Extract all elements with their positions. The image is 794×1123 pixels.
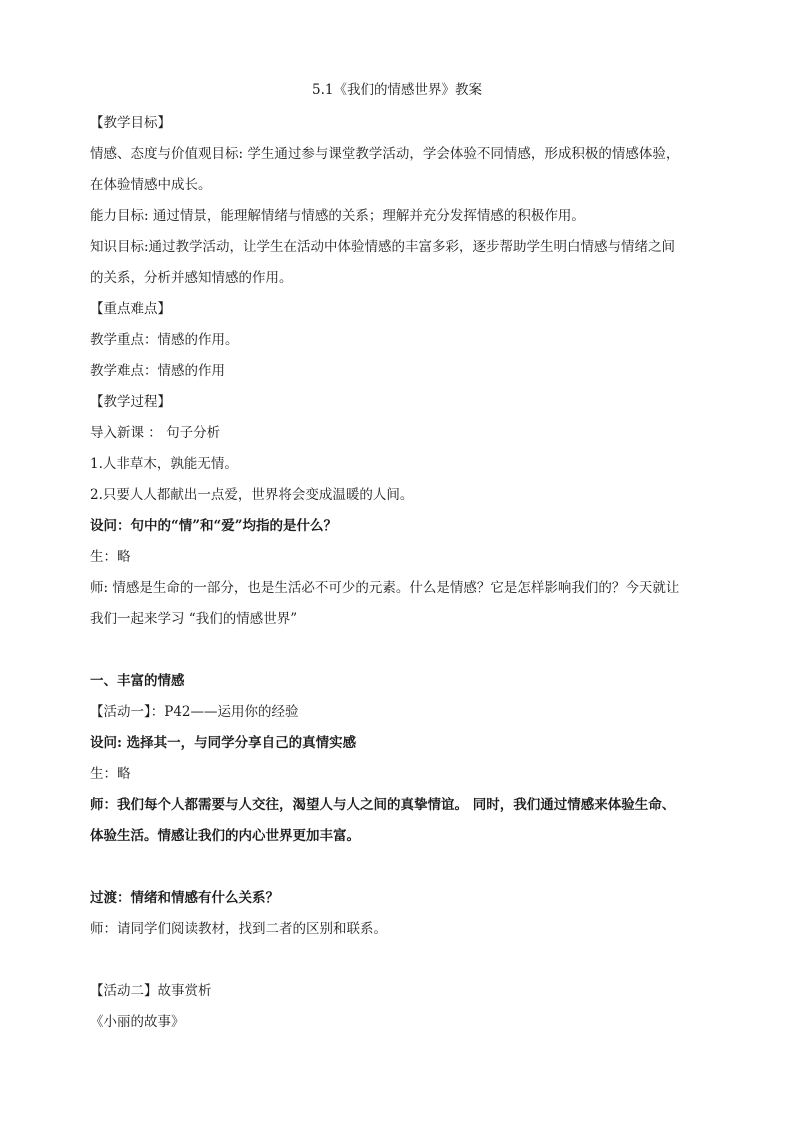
intro-line: 导入新课 ： 句子分析 (90, 425, 221, 441)
student-answer-2: 生：略 (90, 766, 131, 782)
teacher-remark-1b: 我们一起来学习 “我们的情感世界” (90, 611, 298, 627)
blank-line (90, 857, 710, 888)
document-title: 5.1《我们的情感世界》教案 (312, 82, 482, 98)
section-heading-key-points: 【重点难点】 (90, 301, 171, 317)
teaching-focus: 教学重点：情感的作用。 (90, 332, 239, 348)
emotion-goal-line-1: 情感、态度与价值观目标: 学生通过参与课堂教学活动，学会体验不同情感，形成积极的情感体验， (90, 146, 680, 162)
question-1: 设问：句中的“情”和“爱”均指的是什么？ (90, 518, 338, 534)
part-heading-rich-emotions: 一、丰富的情感 (90, 673, 185, 689)
sentence-1: 1.人非草木，孰能无情。 (90, 456, 238, 472)
activity-2: 【活动二】故事赏析 (90, 983, 212, 999)
teacher-remark-2a: 师：我们每个人都需要与人交往，渴望人与人之间的真挚情谊。 同时，我们通过情感来体验生命、 (90, 797, 676, 813)
student-answer-1: 生：略 (90, 549, 131, 565)
teacher-remark-3: 师：请同学们阅读教材，找到二者的区别和联系。 (90, 921, 387, 937)
section-heading-goals: 【教学目标】 (90, 115, 171, 131)
ability-goal: 能力目标: 通过情景，能理解情绪与情感的关系；理解并充分发挥情感的积极作用。 (90, 208, 585, 224)
emotion-goal-line-2: 在体验情感中成长。 (90, 177, 212, 193)
section-heading-process: 【教学过程】 (90, 394, 171, 410)
teacher-remark-1a: 师: 情感是生命的一部分，也是生活必不可少的元素。什么是情感？它是怎样影响我们的？今天就让 (90, 580, 680, 596)
blank-line (90, 950, 710, 981)
knowledge-goal-line-1: 知识目标:通过教学活动，让学生在活动中体验情感的丰富多彩，逐步帮助学生明白情感与情绪之间 (90, 239, 676, 255)
question-2: 设问: 选择其一，与同学分享自己的真情实感 (90, 735, 357, 751)
teacher-remark-2b: 体验生活。情感让我们的内心世界更加丰富。 (90, 828, 360, 844)
teaching-difficulty: 教学难点：情感的作用 (90, 363, 225, 379)
activity-1: 【活动一】：P42——运用你的经验 (90, 704, 299, 720)
sentence-2: 2.只要人人都献出一点爱，世界将会变成温暖的人间。 (90, 487, 414, 503)
transition-question: 过渡：情绪和情感有什么关系？ (90, 890, 279, 906)
story-title: 《小丽的故事》 (90, 1014, 185, 1030)
document-body (90, 113, 710, 1043)
knowledge-goal-line-2: 的关系，分析并感知情感的作用。 (90, 270, 293, 286)
blank-line (90, 640, 710, 671)
